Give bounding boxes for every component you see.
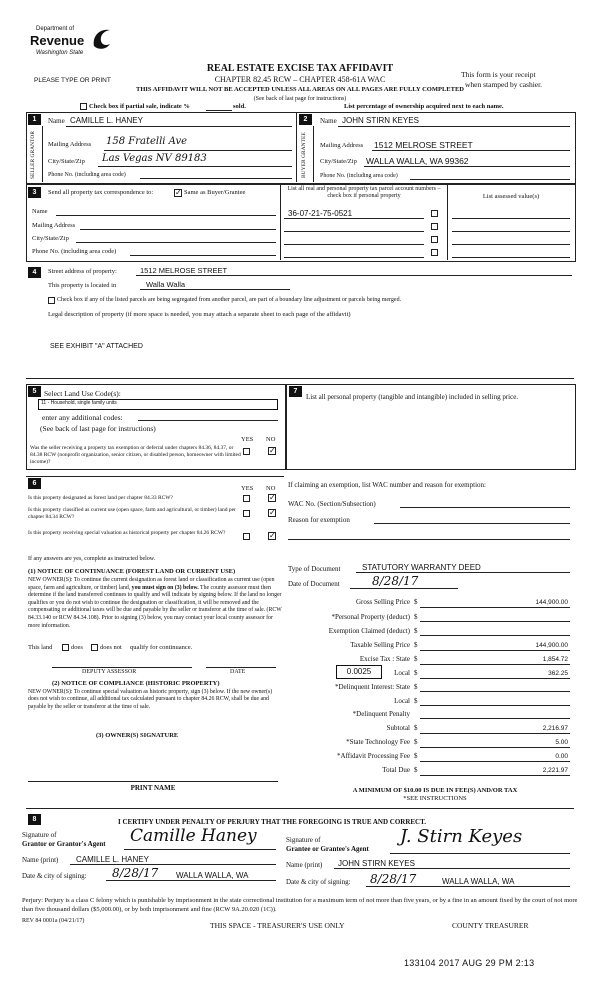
reason-label: Reason for exemption (288, 516, 350, 524)
parcel-2-checkbox[interactable] (431, 223, 438, 230)
sold-label: sold. (233, 103, 246, 110)
assessed-header: List assessed value(s) (482, 193, 540, 200)
grantor-name-label: Name (print) (22, 856, 59, 864)
doc-date-label: Date of Document (288, 580, 340, 588)
land-use-no: NO (266, 436, 276, 443)
forest-no-checkbox[interactable]: ✓ (269, 493, 276, 502)
seller-address-label: Mailing Address (48, 141, 92, 148)
same-as-buyer-checkbox[interactable]: ✓ (175, 188, 182, 197)
section-2-number: 2 (299, 114, 312, 125)
seller-city: Las Vegas NV 89183 (102, 153, 207, 164)
owner-signature-label: (3) OWNER(S) SIGNATURE (96, 732, 179, 739)
current-use-question: Is this property classified as current use (open space, farm and agricultural, or timber) land per chapter 84.34 RCW? (28, 507, 236, 520)
seller-address: 158 Fratelli Ave (106, 136, 188, 147)
taxable-dollar: $ (414, 641, 418, 649)
section-8-number: 8 (28, 814, 41, 825)
please-type: PLEASE TYPE OR PRINT (34, 77, 111, 84)
gross-label: Gross Selling Price (355, 598, 410, 606)
seller-name: CAMILLE L. HANEY (70, 116, 143, 125)
dept-of: Department of (36, 26, 75, 32)
partial-sale-label: Check box if partial sale, indicate % (89, 103, 190, 110)
corr-city-label: City/State/Zip (32, 235, 69, 242)
continuance-body (28, 577, 284, 630)
parcel-number: 36-07-21-75-0521 (288, 209, 353, 218)
subtotal-dollar: $ (414, 724, 418, 732)
buyer-side-label: BUYER GRANTEE (301, 132, 307, 178)
gross-value: 144,900.00 (535, 599, 568, 606)
continuance-body-3: The county assessor must then determine if the land transferred continues to qualify and will indicate by signing below. If the land no longer qualifies or you do not wish to continue the designation or classification, it will be removed and the compensating or additional taxes will be due and payable by the seller or transferor at the time of sale. (RCW 84.33.140 or RCW 84.34.108). Prior to signing (3) below, you may contact your local county assessor for more information. (28, 584, 282, 629)
seller-side-label: SELLER GRANTOR (30, 130, 36, 180)
s6-yes: YES (241, 485, 254, 492)
excise-state-value: 1,854.72 (542, 656, 568, 663)
section-5-number: 5 (28, 386, 41, 397)
exemption-claimed-label: Exemption Claimed (deduct) (328, 627, 410, 635)
deputy-date: DATE (230, 669, 246, 675)
grantee-name-label: Name (print) (286, 861, 323, 869)
buyer-city: WALLA WALLA, WA 99362 (366, 156, 469, 166)
if-any-yes: If any answers are yes, complete as instructed below. (28, 556, 156, 562)
this-land-label: This land (28, 644, 53, 651)
forest-question: Is this property designated as forest land per chapter 84.33 RCW? (28, 495, 173, 501)
grantor-city: WALLA WALLA, WA (176, 871, 249, 880)
section-7-number: 7 (289, 386, 302, 397)
s6-no: NO (266, 485, 276, 492)
historic-question: Is this property receiving special valuation as historical property per chapter 84.26 RCW? (28, 530, 226, 536)
grantor-sig-label-2: Grantor or Grantor's Agent (22, 840, 106, 848)
total-dollar: $ (414, 766, 418, 774)
does-not-checkbox[interactable] (91, 644, 98, 651)
street-label: Street address of property: (48, 268, 117, 275)
grantee-date-label: Date & city of signing: (286, 878, 351, 886)
exemption-dollar: $ (414, 627, 418, 635)
land-use-see-back: (See back of last page for instructions) (40, 424, 156, 433)
ownership-pct-label: List percentage of ownership acquired next to each name. (344, 103, 504, 110)
parcel-header: List all real and personal property tax parcel account numbers – check box if personal property (287, 186, 441, 199)
correspondence-label: Send all property tax correspondence to: (48, 189, 154, 196)
segregated-label: Check box if any of the listed parcels are being segregated from another parcel, are part of a boundary line adjustment or parcels being merged. (57, 297, 402, 303)
proc-fee-label: *Affidavit Processing Fee (337, 752, 410, 760)
doc-type-label: Type of Document (288, 565, 341, 573)
grantor-sig-label-1: Signature of (22, 831, 57, 839)
buyer-phone-label: Phone No. (including area code) (320, 173, 398, 179)
excise-state-label: Excise Tax : State (359, 655, 410, 663)
seller-name-label: Name (48, 117, 65, 125)
subtotal-label: Subtotal (386, 724, 410, 732)
current-use-yes-checkbox[interactable] (243, 510, 250, 517)
does-checkbox[interactable] (62, 644, 69, 651)
legal-description: SEE EXHIBIT "A" ATTACHED (50, 343, 143, 350)
grantor-date-label: Date & city of signing: (22, 872, 87, 880)
form-warning: THIS AFFIDAVIT WILL NOT BE ACCEPTED UNLESS ALL AREAS ON ALL PAGES ARE FULLY COMPLETED (136, 86, 464, 93)
buyer-name: JOHN STIRN KEYES (342, 116, 419, 125)
historic-body: NEW OWNER(S): To continue special valuation as historic property, sign (3) below. If the new owner(s) does not wish to continue, all additional tax calculated pursuant to chapter 84.26 RCW, shall be due and payable by the seller or transferor at the time of sale. (28, 689, 273, 710)
continuance-title: (1) NOTICE OF CONTINUANCE (FOREST LAND OR CURRENT USE) (28, 568, 236, 575)
continuance-body-2: you must sign on (3) below. (131, 584, 199, 591)
grantee-name-print: JOHN STIRN KEYES (338, 859, 415, 868)
corr-name-label: Name (32, 208, 48, 215)
section-1-number: 1 (28, 114, 41, 125)
proc-fee-dollar: $ (414, 752, 418, 760)
grantee-sig-label-2: Grantee or Grantee's Agent (286, 845, 369, 853)
qualify-label: qualify for continuance. (130, 644, 193, 651)
form-title: REAL ESTATE EXCISE TAX AFFIDAVIT (206, 63, 394, 74)
corr-address-label: Mailing Address (32, 222, 76, 229)
certify-statement: I CERTIFY UNDER PENALTY OF PERJURY THAT THE FOREGOING IS TRUE AND CORRECT. (118, 818, 427, 826)
delinq-int-dollar: $ (414, 683, 418, 691)
total-label: Total Due (382, 766, 410, 774)
see-instructions: *SEE INSTRUCTIONS (403, 795, 467, 802)
tech-fee-label: *State Technology Fee (346, 738, 410, 746)
dor-logo (30, 24, 100, 68)
grantor-signature: Camille Haney (130, 826, 257, 846)
continuance-body-1: NEW OWNER(S): To continue the current designation as forest land or classification as current use (open space, farm and agriculture, or timber) land, (28, 577, 275, 591)
deputy-assessor: DEPUTY ASSESSOR (82, 669, 137, 675)
grantor-date: 8/28/17 (112, 866, 159, 880)
partial-sale-checkbox[interactable] (80, 103, 87, 110)
form-chapter: CHAPTER 82.45 RCW – CHAPTER 458-61A WAC (214, 75, 386, 84)
historic-no-checkbox[interactable]: ✓ (269, 531, 276, 540)
grantee-date: 8/28/17 (370, 872, 417, 886)
exemption-no-checkbox[interactable]: ✓ (269, 446, 276, 455)
local2-label: Local (394, 697, 410, 705)
dor-swirl-icon (90, 26, 116, 52)
receipt-note-2: when stamped by cashier. (465, 80, 543, 89)
delinq-int-label: *Delinquent Interest: State (334, 683, 410, 691)
land-use-code: 11 - Household, single family units (41, 400, 117, 406)
excise-dollar: $ (414, 655, 418, 663)
parcel-4-checkbox[interactable] (431, 249, 438, 256)
delinq-pen-label: *Delinquent Penalty (352, 710, 410, 718)
taxable-value: 144,900.00 (535, 642, 568, 649)
proc-fee-value: 0.00 (555, 753, 568, 760)
buyer-city-label: City/State/Zip (320, 158, 357, 165)
land-use-label: Select Land Use Code(s): (44, 389, 121, 398)
taxable-label: Taxable Selling Price (350, 641, 410, 649)
buyer-name-label: Name (320, 117, 337, 125)
local-value: 362.25 (548, 670, 568, 677)
parcel-1-checkbox[interactable] (431, 210, 438, 217)
same-as-buyer-label: Same as Buyer/Grantee (184, 189, 246, 196)
does-label: does (71, 644, 83, 651)
grantee-sig-label-1: Signature of (286, 836, 321, 844)
local-label: Local (394, 669, 410, 677)
section-4-number: 4 (28, 267, 41, 278)
wac-label: WAC No. (Section/Subsection) (288, 500, 376, 508)
current-use-no-checkbox[interactable]: ✓ (269, 508, 276, 517)
section-3-number: 3 (28, 187, 41, 198)
county-treasurer: COUNTY TREASURER (452, 921, 529, 930)
exemption-yes-checkbox[interactable] (243, 448, 250, 455)
perjury-statement: Perjury: Perjury is a class C felony which is punishable by imprisonment in the state correctional institution for a maximum term of not more than five years, or by a fine in an amount fixed by the court of not more than five thousand dollars ($5,000.00), or by both imprisonment and fine (RCW 9A.20.020 (1C)). (22, 897, 578, 913)
rev-number: REV 84 0001a (04/21/17) (22, 918, 85, 924)
section-6-number: 6 (28, 478, 41, 489)
washington-state: Washington State (36, 50, 84, 56)
located-label: This property is located in (48, 282, 117, 289)
exemption-question: Was the seller receiving a property tax exemption or deferral under chapters 84.36, 84.37, or 84.38 RCW (nonprofit organization, senior citizen, or disabled person, homeowner with limited income)? (30, 445, 241, 465)
seller-city-label: City/State/Zip (48, 158, 85, 165)
corr-phone-label: Phone No. (including area code) (32, 248, 117, 255)
grantor-name-print: CAMILLE L. HANEY (76, 855, 149, 864)
receipt-note-1: This form is your receipt (461, 70, 536, 79)
tech-fee-value: 5.00 (555, 739, 568, 746)
additional-codes-label: enter any additional codes: (42, 413, 123, 422)
grantee-signature: J. Stirn Keyes (400, 826, 523, 847)
legal-label: Legal description of property (if more space is needed, you may attach a separate sheet to each page of the affidavit) (48, 311, 351, 318)
recording-stamp: 133104 2017 AUG 29 PM 2:13 (404, 958, 535, 968)
personal-prop-label: *Personal Property (deduct) (331, 613, 410, 621)
local-rate: 0.0025 (346, 667, 372, 676)
does-not-label: does not (100, 644, 122, 651)
doc-type: STATUTORY WARRANTY DEED (362, 563, 481, 572)
see-back-header: (See back of last page for instructions) (253, 96, 347, 102)
grantee-city: WALLA WALLA, WA (442, 877, 515, 886)
historic-title: (2) NOTICE OF COMPLIANCE (HISTORIC PROPERTY) (52, 680, 220, 687)
print-name-label: PRINT NAME (130, 784, 176, 792)
subtotal-value: 2,216.97 (542, 725, 568, 732)
segregated-checkbox[interactable] (48, 297, 55, 304)
local2-dollar: $ (414, 697, 418, 705)
exemption-claim-label: If claiming an exemption, list WAC number and reason for exemption: (288, 481, 486, 489)
land-use-yes: YES (241, 436, 254, 443)
minimum-due: A MINIMUM OF $10.00 IS DUE IN FEE(S) AND/OR TAX (352, 787, 518, 794)
property-located: Walla Walla (146, 280, 186, 289)
property-street: 1512 MELROSE STREET (140, 266, 228, 275)
buyer-address: 1512 MELROSE STREET (374, 140, 473, 150)
revenue-word: Revenue (30, 33, 85, 48)
forest-yes-checkbox[interactable] (243, 495, 250, 502)
buyer-address-label: Mailing Address (320, 142, 364, 149)
doc-date: 8/28/17 (372, 574, 419, 588)
seller-phone-label: Phone No. (including area code) (48, 172, 126, 178)
treasurer-space: THIS SPACE - TREASURER'S USE ONLY (210, 921, 345, 930)
historic-yes-checkbox[interactable] (243, 533, 250, 540)
personal-dollar: $ (414, 613, 418, 621)
tech-fee-dollar: $ (414, 738, 418, 746)
gross-dollar: $ (414, 598, 418, 606)
total-value: 2,221.97 (542, 767, 568, 774)
parcel-3-checkbox[interactable] (431, 236, 438, 243)
personal-property-label: List all personal property (tangible and intangible) included in selling price. (306, 393, 519, 401)
local-dollar: $ (414, 669, 418, 677)
